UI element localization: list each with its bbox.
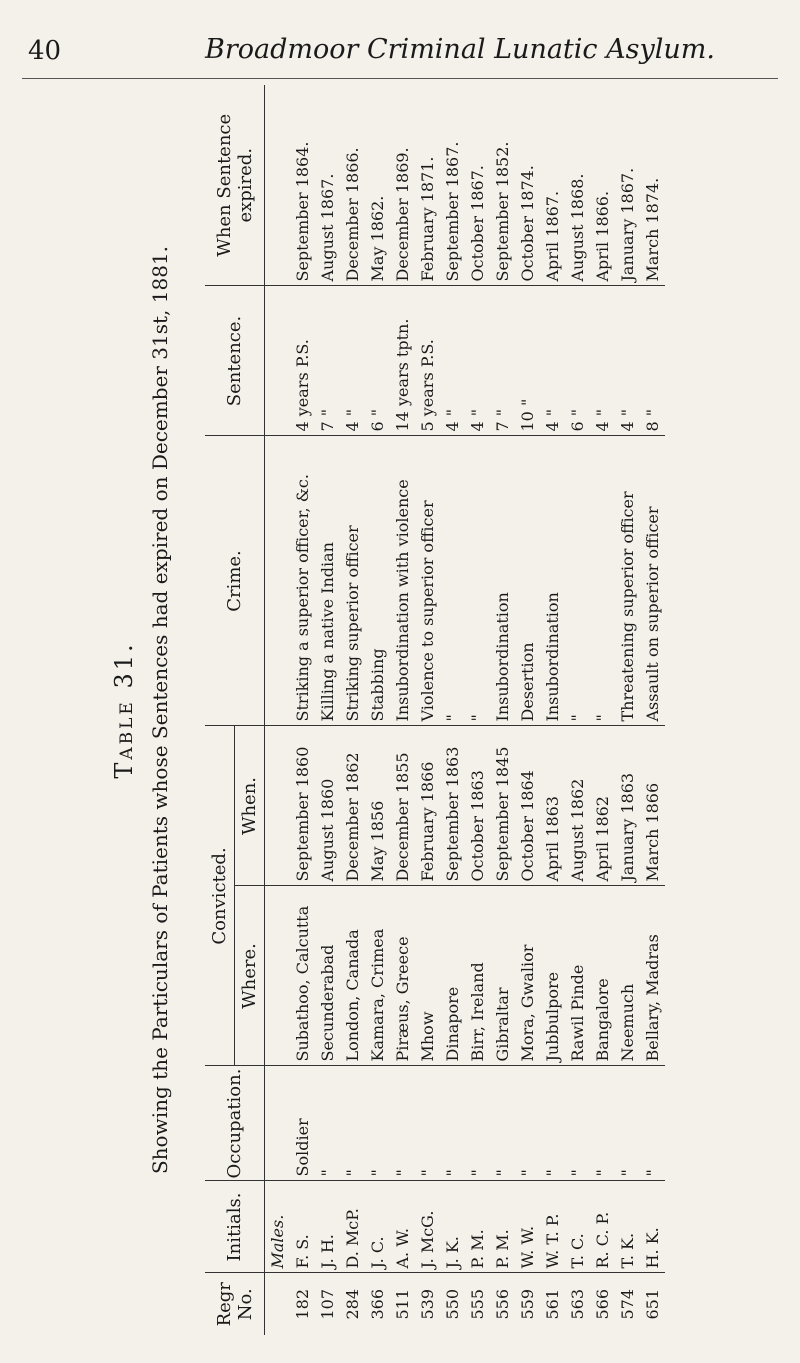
where-cell: Bangalore	[590, 886, 615, 1066]
table-row	[440, 85, 465, 1335]
reg-no-cell: 511	[393, 1288, 412, 1320]
initials-cell: J. C.	[365, 1181, 390, 1273]
crime-cell: Insubordination	[490, 436, 515, 726]
col-header-expired: When Sentence expired.	[205, 85, 265, 286]
table-row	[490, 85, 515, 1335]
expired-cell: August 1867.	[315, 85, 340, 286]
sentence-cell: 7 "	[490, 286, 515, 436]
initials-cell: R. C. P.	[590, 1181, 615, 1273]
when-cell: January 1863	[615, 726, 640, 886]
occupation-cell: "	[365, 1066, 390, 1181]
crime-cell: Stabbing	[365, 436, 390, 726]
col-header-initials: Initials.	[205, 1181, 265, 1273]
occupation-cell: "	[415, 1066, 440, 1181]
initials-cell: D. McP.	[340, 1181, 365, 1273]
crime-cell: Insubordination with violence	[390, 436, 415, 726]
table-row	[515, 85, 540, 1335]
table-row	[290, 85, 315, 1335]
where-cell: Kamara, Crimea	[365, 886, 390, 1066]
table-row	[315, 85, 340, 1335]
sentence-cell: 8 "	[640, 286, 665, 436]
expired-cell: April 1867.	[540, 85, 565, 286]
table-row	[390, 85, 415, 1335]
sentence-cell: 5 years P.S.	[415, 286, 440, 436]
when-cell: March 1866	[640, 726, 665, 886]
initials-cell: T. C.	[565, 1181, 590, 1273]
where-cell: Bellary, Madras	[640, 886, 665, 1066]
initials-cell: H. K.	[640, 1181, 665, 1273]
where-cell: Jubbulpore	[540, 886, 565, 1066]
expired-cell: February 1871.	[415, 85, 440, 286]
col-header-occupation: Occupation.	[205, 1066, 265, 1181]
reg-no-cell: 284	[343, 1288, 362, 1320]
table-caption: Showing the Particulars of Patients whose Sentences had expired on December 31st, 1881.	[148, 245, 172, 1175]
occupation-cell: "	[640, 1066, 665, 1181]
table-row	[540, 85, 565, 1335]
page-number: 40	[28, 36, 62, 66]
crime-cell: Insubordination	[540, 436, 565, 726]
when-cell: April 1863	[540, 726, 565, 886]
initials-cell: J. H.	[315, 1181, 340, 1273]
initials-cell: W. W.	[515, 1181, 540, 1273]
occupation-cell: "	[540, 1066, 565, 1181]
sentence-cell: 4 "	[615, 286, 640, 436]
occupation-cell: "	[315, 1066, 340, 1181]
when-cell: December 1855	[390, 726, 415, 886]
header-rule	[22, 78, 778, 79]
reg-no-cell: 651	[643, 1288, 662, 1320]
occupation-cell: "	[515, 1066, 540, 1181]
initials-cell: P. M.	[490, 1181, 515, 1273]
crime-cell: "	[565, 436, 590, 726]
initials-cell: F. S.	[290, 1181, 315, 1273]
occupation-cell: "	[340, 1066, 365, 1181]
initials-cell: T. K.	[615, 1181, 640, 1273]
when-cell: May 1856	[365, 726, 390, 886]
expired-cell: December 1866.	[340, 85, 365, 286]
when-cell: October 1863	[465, 726, 490, 886]
header-row-1	[205, 85, 235, 1335]
crime-cell: Striking superior officer	[340, 436, 365, 726]
reg-no-cell: 555	[468, 1288, 487, 1320]
reg-no-cell: 539	[418, 1288, 437, 1320]
running-title: Broadmoor Criminal Lunatic Asylum.	[205, 34, 715, 65]
sentence-cell: 4 "	[465, 286, 490, 436]
reg-no-cell: 566	[593, 1288, 612, 1320]
males-label: Males.	[265, 1181, 291, 1273]
sentence-cell: 10 "	[515, 286, 540, 436]
expired-cell: September 1852.	[490, 85, 515, 286]
table-row	[465, 85, 490, 1335]
table-row	[590, 85, 615, 1335]
where-cell: Rawil Pinde	[565, 886, 590, 1066]
reg-no-cell: 366	[368, 1288, 387, 1320]
crime-cell: Threatening superior officer	[615, 436, 640, 726]
occupation-cell: "	[590, 1066, 615, 1181]
sentence-cell: 4 "	[340, 286, 365, 436]
expired-cell: September 1864.	[290, 85, 315, 286]
table-title: Table 31.	[110, 641, 138, 779]
col-header-when: When.	[235, 726, 265, 886]
table-row	[640, 85, 665, 1335]
reg-no-cell: 182	[293, 1288, 312, 1320]
sentence-cell: 4 "	[440, 286, 465, 436]
when-cell: August 1862	[565, 726, 590, 886]
sentence-cell: 4 years P.S.	[290, 286, 315, 436]
reg-no-cell: 550	[443, 1288, 462, 1320]
sentence-cell: 7 "	[315, 286, 340, 436]
col-header-convicted: Convicted.	[205, 726, 235, 1066]
occupation-cell: "	[440, 1066, 465, 1181]
col-header-reg-no: Regr No.	[205, 1273, 265, 1335]
crime-cell: "	[440, 436, 465, 726]
patients-table	[205, 85, 665, 1335]
table-row	[365, 85, 390, 1335]
page-header	[0, 30, 800, 70]
where-cell: Gibraltar	[490, 886, 515, 1066]
table-body	[265, 85, 666, 1335]
rotated-table-block	[110, 85, 750, 1335]
col-header-where: Where.	[235, 886, 265, 1066]
table-row	[615, 85, 640, 1335]
when-cell: September 1845	[490, 726, 515, 886]
occupation-cell: "	[490, 1066, 515, 1181]
expired-cell: October 1874.	[515, 85, 540, 286]
crime-cell: Desertion	[515, 436, 540, 726]
occupation-cell: "	[465, 1066, 490, 1181]
where-cell: Subathoo, Calcutta	[290, 886, 315, 1066]
expired-cell: May 1862.	[365, 85, 390, 286]
reg-no-cell: 561	[543, 1288, 562, 1320]
crime-cell: Assault on superior officer	[640, 436, 665, 726]
sentence-cell: 6 "	[365, 286, 390, 436]
expired-cell: March 1874.	[640, 85, 665, 286]
crime-cell: Striking a superior officer, &c.	[290, 436, 315, 726]
reg-no-cell: 107	[318, 1288, 337, 1320]
sentence-cell: 14 years tptn.	[390, 286, 415, 436]
expired-cell: April 1866.	[590, 85, 615, 286]
where-cell: London, Canada	[340, 886, 365, 1066]
when-cell: February 1866	[415, 726, 440, 886]
initials-cell: P. M.	[465, 1181, 490, 1273]
males-row	[265, 85, 291, 1335]
when-cell: September 1860	[290, 726, 315, 886]
crime-cell: "	[590, 436, 615, 726]
reg-no-cell: 574	[618, 1288, 637, 1320]
where-cell: Dinapore	[440, 886, 465, 1066]
sentence-cell: 4 "	[590, 286, 615, 436]
when-cell: September 1863	[440, 726, 465, 886]
expired-cell: January 1867.	[615, 85, 640, 286]
where-cell: Mhow	[415, 886, 440, 1066]
reg-no-cell: 556	[493, 1288, 512, 1320]
table-row	[565, 85, 590, 1335]
initials-cell: J. McG.	[415, 1181, 440, 1273]
col-header-sentence: Sentence.	[205, 286, 265, 436]
when-cell: December 1862	[340, 726, 365, 886]
where-cell: Neemuch	[615, 886, 640, 1066]
occupation-cell: "	[565, 1066, 590, 1181]
initials-cell: A. W.	[390, 1181, 415, 1273]
where-cell: Piræus, Greece	[390, 886, 415, 1066]
reg-no-cell: 563	[568, 1288, 587, 1320]
table-row	[415, 85, 440, 1335]
occupation-cell: "	[615, 1066, 640, 1181]
crime-cell: Killing a native Indian	[315, 436, 340, 726]
when-cell: August 1860	[315, 726, 340, 886]
where-cell: Mora, Gwalior	[515, 886, 540, 1066]
crime-cell: "	[465, 436, 490, 726]
crime-cell: Violence to superior officer	[415, 436, 440, 726]
occupation-cell: Soldier	[290, 1066, 315, 1181]
where-cell: Birr, Ireland	[465, 886, 490, 1066]
expired-cell: December 1869.	[390, 85, 415, 286]
sentence-cell: 6 "	[565, 286, 590, 436]
when-cell: April 1862	[590, 726, 615, 886]
where-cell: Secunderabad	[315, 886, 340, 1066]
expired-cell: September 1867.	[440, 85, 465, 286]
when-cell: October 1864	[515, 726, 540, 886]
sentence-cell: 4 "	[540, 286, 565, 436]
expired-cell: August 1868.	[565, 85, 590, 286]
table-row	[340, 85, 365, 1335]
occupation-cell: "	[390, 1066, 415, 1181]
initials-cell: W. T. P.	[540, 1181, 565, 1273]
initials-cell: J. K.	[440, 1181, 465, 1273]
expired-cell: October 1867.	[465, 85, 490, 286]
reg-no-cell: 559	[518, 1288, 537, 1320]
col-header-crime: Crime.	[205, 436, 265, 726]
